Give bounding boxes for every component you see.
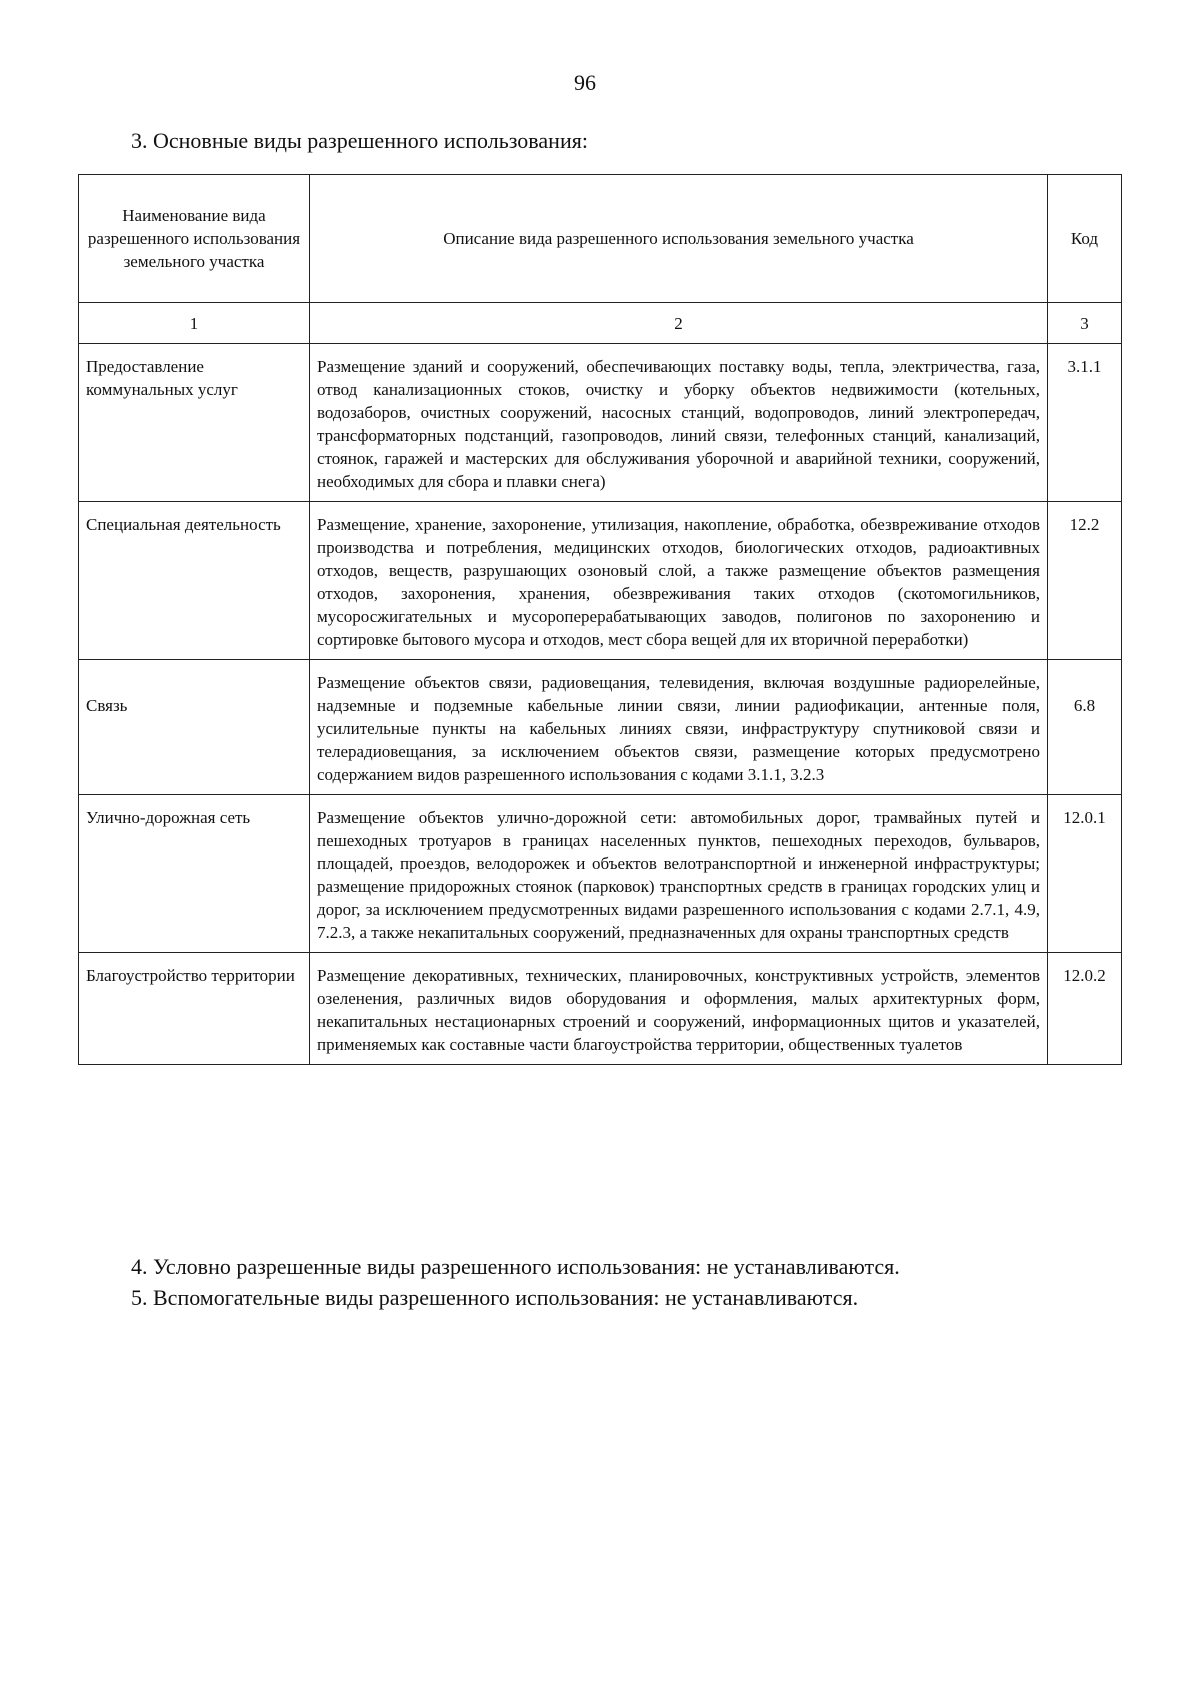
- header-code: Код: [1048, 175, 1122, 303]
- table-row: [79, 953, 1122, 1065]
- table-row: [79, 502, 1122, 660]
- column-number-3: 3: [1048, 303, 1122, 344]
- permitted-uses-table: [78, 174, 1122, 1065]
- column-number-row: [79, 303, 1122, 344]
- table-header-row: [79, 175, 1122, 303]
- use-name: Улично-дорожная сеть: [79, 795, 310, 953]
- use-name: Связь: [79, 660, 310, 795]
- use-code: 6.8: [1048, 660, 1122, 795]
- page-number: 96: [574, 70, 596, 95]
- use-code: 12.0.2: [1048, 953, 1122, 1065]
- column-number-1: 1: [79, 303, 310, 344]
- use-description: Размещение зданий и сооружений, обеспечивающих поставку воды, тепла, электричества, газа, отвод канализационных стоков, очистку и уборку объектов недвижимости (котельных, водозаборов, очистных сооружений, насосных станций, водопроводов, линий электропередач, трансформаторных подстанций, газопроводов, линий связи, телефонных станций, канализаций, стоянок, гаражей и мастерских для обслуживания уборочной и аварийной техники, сооружений, необходимых для сбора и плавки снега): [310, 344, 1048, 502]
- conditional-uses-line: 4. Условно разрешенные виды разрешенного использования: не устанавливаются.: [131, 1254, 900, 1279]
- use-name: Благоустройство территории: [79, 953, 310, 1065]
- header-description: Описание вида разрешенного использования земельного участка: [310, 175, 1048, 303]
- section-heading: 3. Основные виды разрешенного использования:: [131, 128, 588, 153]
- use-code: 12.2: [1048, 502, 1122, 660]
- table-row: [79, 344, 1122, 502]
- use-description: Размещение декоративных, технических, планировочных, конструктивных устройств, элементов озеленения, различных видов оборудования и оформления, малых архитектурных форм, некапитальных нестационарных строений и сооружений, информационных щитов и указателей, применяемых как составные части благоустройства территории, общественных туалетов: [310, 953, 1048, 1065]
- table-row: [79, 795, 1122, 953]
- header-name: Наименование вида разрешенного использования земельного участка: [79, 175, 310, 303]
- table-row: [79, 660, 1122, 795]
- column-number-2: 2: [310, 303, 1048, 344]
- use-description: Размещение, хранение, захоронение, утилизация, накопление, обработка, обезвреживание отходов производства и потребления, медицинских отходов, биологических отходов, радиоактивных отходов, веществ, разрушающих озоновый слой, а также размещение объектов размещения отходов, захоронения, хранения, обезвреживания таких отходов (скотомогильников, мусоросжигательных и мусороперерабатывающих заводов, полигонов по захоронению и сортировке бытового мусора и отходов, мест сбора вещей для их вторичной переработки): [310, 502, 1048, 660]
- use-description: Размещение объектов связи, радиовещания, телевидения, включая воздушные радиорелейные, надземные и подземные кабельные линии связи, линии радиофикации, антенные поля, усилительные пункты на кабельных линиях связи, инфраструктуру спутниковой связи и телерадиовещания, за исключением объектов связи, размещение которых предусмотрено содержанием видов разрешенного использования с кодами 3.1.1, 3.2.3: [310, 660, 1048, 795]
- use-name: Специальная деятельность: [79, 502, 310, 660]
- auxiliary-uses-line: 5. Вспомогательные виды разрешенного использования: не устанавливаются.: [131, 1285, 859, 1310]
- use-code: 12.0.1: [1048, 795, 1122, 953]
- use-description: Размещение объектов улично-дорожной сети: автомобильных дорог, трамвайных путей и пешеходных тротуаров в границах населенных пунктов, пешеходных переходов, бульваров, площадей, проездов, велодорожек и объектов велотранспортной и инженерной инфраструктуры; размещение придорожных стоянок (парковок) транспортных средств в границах городских улиц и дорог, за исключением предусмотренных видами разрешенного использования с кодами 2.7.1, 4.9, 7.2.3, а также некапитальных сооружений, предназначенных для охраны транспортных средств: [310, 795, 1048, 953]
- use-code: 3.1.1: [1048, 344, 1122, 502]
- use-name: Предоставление коммунальных услуг: [79, 344, 310, 502]
